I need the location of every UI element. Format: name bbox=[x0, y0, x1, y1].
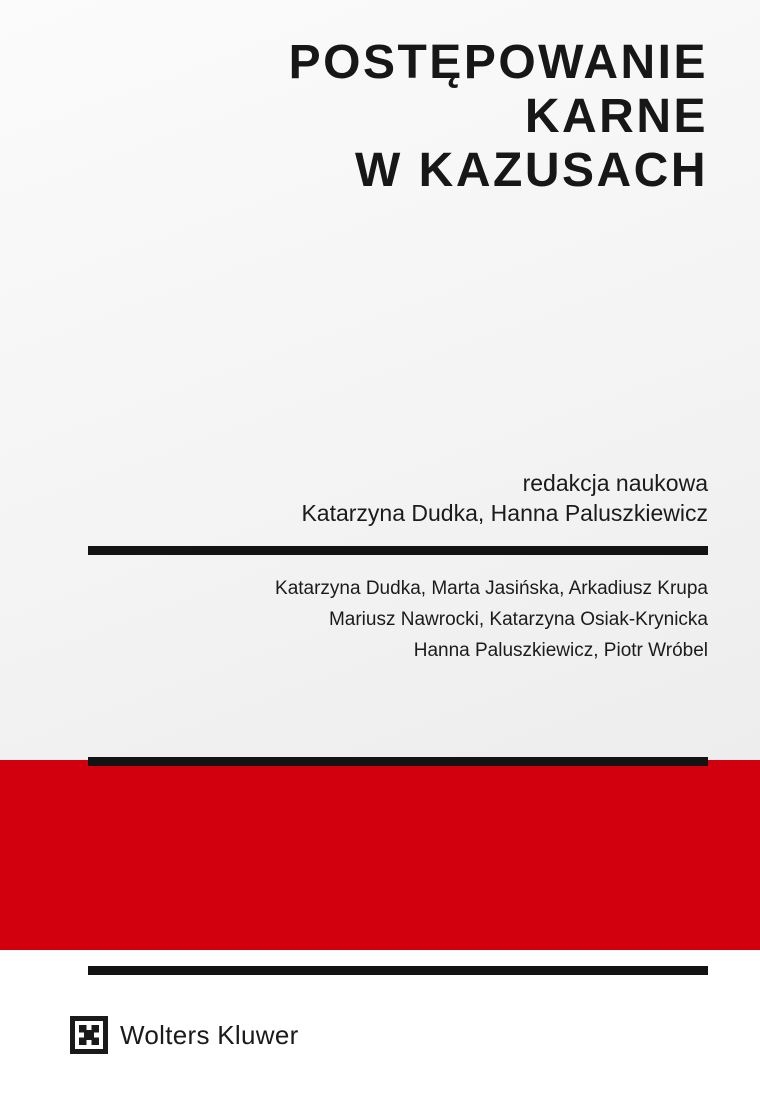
wolters-kluwer-mark-icon bbox=[70, 1016, 108, 1054]
red-color-band bbox=[0, 760, 760, 950]
title-line-2: KARNE bbox=[524, 89, 708, 143]
editors-label: redakcja naukowa bbox=[522, 470, 708, 496]
divider-top bbox=[88, 546, 708, 555]
title-line-3: W KAZUSACH bbox=[355, 143, 708, 197]
divider-bottom bbox=[88, 966, 708, 975]
publisher-name: Wolters Kluwer bbox=[120, 1019, 299, 1050]
editors-names: Katarzyna Dudka, Hanna Paluszkiewicz bbox=[301, 500, 708, 527]
authors-line-1: Katarzyna Dudka, Marta Jasińska, Arkadiusz Krupa bbox=[275, 578, 708, 599]
divider-middle bbox=[88, 757, 708, 766]
publisher-logo bbox=[70, 1016, 299, 1054]
authors-block bbox=[0, 574, 760, 666]
authors-line-2: Mariusz Nawrocki, Katarzyna Osiak-Krynicka bbox=[328, 608, 708, 630]
editors-block bbox=[0, 468, 760, 529]
book-title bbox=[0, 36, 760, 197]
authors-line-3: Hanna Paluszkiewicz, Piotr Wróbel bbox=[413, 639, 708, 661]
title-line-1: POSTĘPOWANIE bbox=[288, 36, 708, 89]
